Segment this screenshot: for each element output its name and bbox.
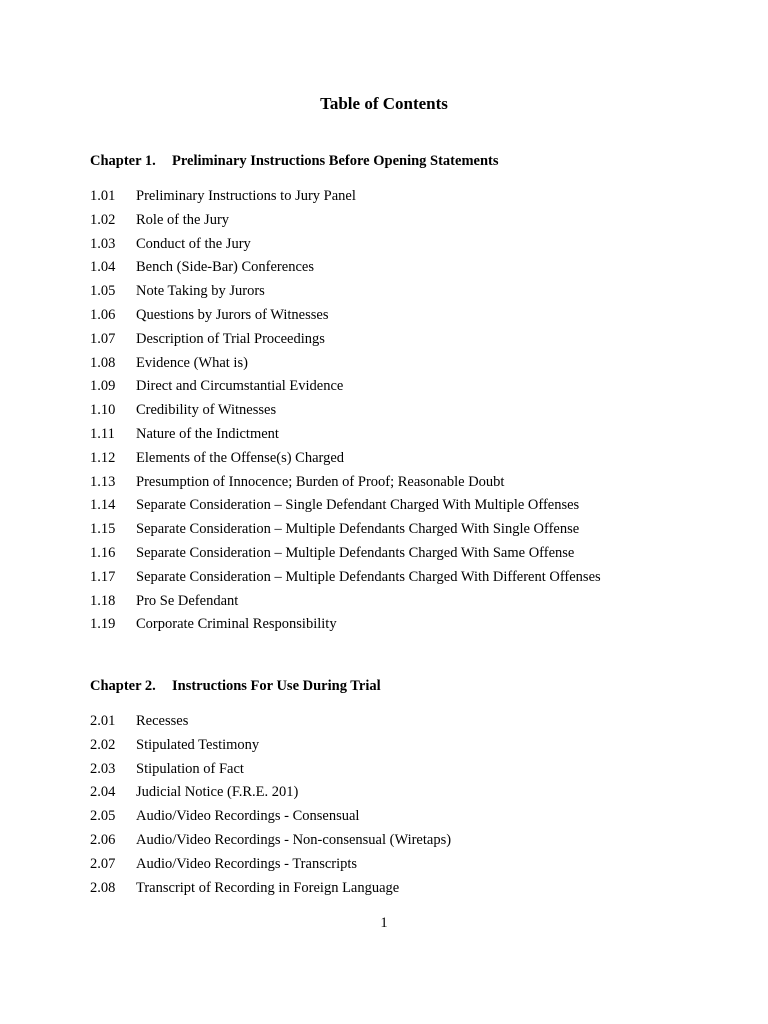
toc-entry-title: Role of the Jury (136, 211, 230, 228)
toc-entry-number: 1.11 (90, 425, 115, 442)
toc-entry-title: Elements of the Offense(s) Charged (136, 449, 345, 466)
toc-entry-number: 1.07 (90, 330, 116, 347)
toc-entry (90, 304, 730, 328)
toc-entry (90, 877, 730, 901)
toc-entry-title: Audio/Video Recordings - Transcripts (136, 855, 358, 872)
toc-entry (90, 352, 730, 376)
toc-entry-title: Note Taking by Jurors (136, 283, 265, 300)
toc-entry-number: 2.06 (90, 831, 116, 848)
toc-entry (90, 758, 730, 782)
toc-entry-title: Pro Se Defendant (136, 592, 239, 609)
toc-entry-number: 1.13 (90, 473, 116, 490)
toc-entry-number: 2.04 (90, 784, 116, 801)
toc-entry-number: 1.14 (90, 497, 116, 514)
toc-entry-title: Separate Consideration – Multiple Defendants Charged With Same Offense (136, 544, 575, 561)
toc-entry-title: Separate Consideration – Single Defendant Charged With Multiple Offenses (136, 497, 580, 514)
toc-entry-number: 2.05 (90, 808, 116, 825)
toc-entry-title: Presumption of Innocence; Burden of Proof; Reasonable Doubt (136, 473, 505, 490)
chapter-title: Instructions For Use During Trial (172, 678, 381, 694)
toc-entry-number: 1.05 (90, 283, 116, 300)
chapter-title: Preliminary Instructions Before Opening Statements (172, 153, 499, 169)
toc-entry (90, 447, 730, 471)
chapter-2-section (90, 676, 730, 900)
toc-entry-number: 1.19 (90, 616, 116, 633)
toc-entry-number: 1.06 (90, 306, 116, 323)
toc-entry-title: Bench (Side-Bar) Conferences (136, 259, 314, 276)
toc-entry-number: 1.10 (90, 402, 116, 419)
toc-entry-number: 2.02 (90, 736, 116, 753)
toc-entry (90, 542, 730, 566)
toc-entry-number: 2.03 (90, 760, 116, 777)
toc-entry (90, 613, 730, 637)
toc-entry-title: Conduct of the Jury (136, 235, 251, 252)
toc-entry-title: Description of Trial Proceedings (136, 330, 325, 347)
toc-entry-number: 1.08 (90, 354, 116, 371)
toc-entry-number: 1.02 (90, 211, 116, 228)
toc-entry (90, 853, 730, 877)
toc-list (90, 710, 730, 900)
toc-entry-title: Recesses (136, 713, 189, 729)
toc-entry-number: 2.08 (90, 879, 116, 896)
toc-entry-number: 2.07 (90, 855, 116, 872)
toc-entry-number: 1.16 (90, 544, 116, 561)
toc-entry (90, 209, 730, 233)
toc-entry-number: 1.18 (90, 592, 116, 609)
page-number: 1 (380, 915, 388, 931)
chapter-number: Chapter 2. (90, 678, 156, 694)
toc-entry-number: 1.15 (90, 521, 116, 538)
toc-entry-title: Separate Consideration – Multiple Defendants Charged With Different Offenses (136, 568, 601, 585)
toc-entry-title: Nature of the Indictment (136, 425, 279, 442)
toc-entry-number: 1.17 (90, 568, 116, 585)
chapter-heading (90, 676, 730, 696)
toc-entry-title: Questions by Jurors of Witnesses (136, 306, 329, 323)
toc-entry-number: 1.04 (90, 259, 116, 276)
toc-entry (90, 185, 730, 209)
toc-entry (90, 280, 730, 304)
toc-entry-title: Separate Consideration – Multiple Defendants Charged With Single Offense (136, 521, 580, 538)
toc-entry-number: 1.03 (90, 235, 116, 252)
toc-entry (90, 518, 730, 542)
toc-entry-title: Stipulation of Fact (136, 760, 244, 777)
toc-entry (90, 494, 730, 518)
toc-entry-title: Audio/Video Recordings - Consensual (136, 808, 360, 825)
toc-entry (90, 590, 730, 614)
toc-entry-title: Direct and Circumstantial Evidence (136, 378, 344, 395)
toc-entry-number: 1.12 (90, 449, 116, 466)
toc-entry-number: 1.09 (90, 378, 116, 395)
toc-entry-title: Evidence (What is) (136, 354, 248, 371)
toc-entry-title: Preliminary Instructions to Jury Panel (136, 188, 356, 204)
toc-entry (90, 399, 730, 423)
toc-entry (90, 256, 730, 280)
toc-entry-title: Transcript of Recording in Foreign Language (136, 879, 400, 896)
toc-entry (90, 423, 730, 447)
toc-entry-title: Stipulated Testimony (136, 736, 260, 753)
toc-entry (90, 566, 730, 590)
chapter-number: Chapter 1. (90, 153, 156, 169)
chapter-heading (90, 151, 730, 171)
toc-entry-number: 2.01 (90, 713, 116, 729)
toc-entry (90, 710, 730, 734)
chapter-1-section (90, 151, 730, 637)
toc-entry (90, 829, 730, 853)
toc-entry-number: 1.01 (90, 188, 116, 204)
toc-entry (90, 328, 730, 352)
toc-entry (90, 805, 730, 829)
toc-entry-title: Corporate Criminal Responsibility (136, 616, 337, 633)
toc-entry-title: Credibility of Witnesses (136, 402, 277, 419)
toc-entry (90, 375, 730, 399)
toc-entry-title: Judicial Notice (F.R.E. 201) (136, 784, 299, 801)
toc-entry (90, 734, 730, 758)
page-title: Table of Contents (320, 94, 448, 113)
toc-entry-title: Audio/Video Recordings - Non-consensual (Wiretaps) (136, 831, 452, 848)
toc-entry (90, 233, 730, 257)
toc-entry (90, 781, 730, 805)
toc-list (90, 185, 730, 637)
toc-entry (90, 471, 730, 495)
